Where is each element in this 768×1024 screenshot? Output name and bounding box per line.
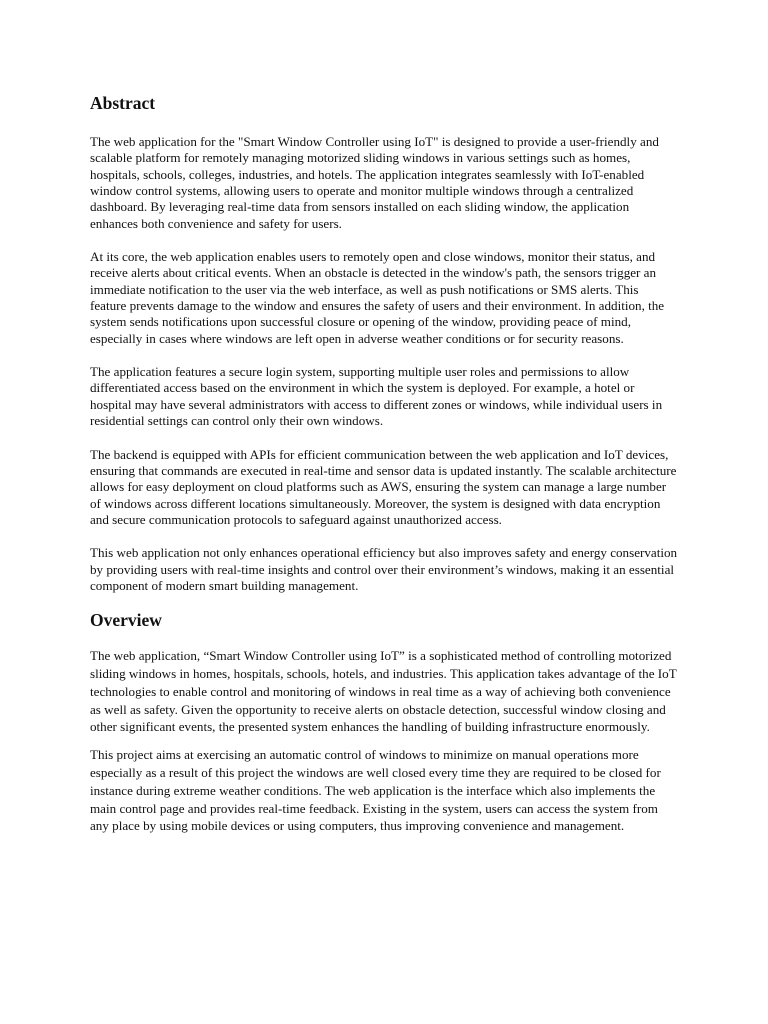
- overview-paragraph-1: The web application, “Smart Window Controller using IoT” is a sophisticated method of controlling motorized sliding windows in homes, hospitals, schools, hotels, and industries. This application takes advantage of the IoT technologies to enable control and monitoring of windows in real time as a way of achieving both convenience as well as safety. Given the opportunity to receive alerts on obstacle detection, successful window closing and other significant events, the presented system enhances the handling of building infrastructure enormously.: [90, 648, 677, 735]
- overview-heading: Overview: [90, 610, 162, 631]
- abstract-paragraph-3: The application features a secure login system, supporting multiple user roles and permissions to allow differentiated access based on the environment in which the system is deployed. For example, a hotel or hospital may have several administrators with access to different zones or windows, while individual users in residential settings can control only their own windows.: [90, 364, 663, 429]
- document-page: [90, 88, 678, 835]
- overview-paragraph-2: This project aims at exercising an automatic control of windows to minimize on manual operations more especially as a result of this project the windows are well closed every time they are required to be closed for instance during extreme weather conditions. The web application is the interface which also implements the main control page and provides real-time feedback. Existing in the system, users can access the system from any place by using mobile devices or using computers, thus improving convenience and management.: [90, 747, 661, 834]
- abstract-paragraph-2: At its core, the web application enables users to remotely open and close windows, monitor their status, and receive alerts about critical events. When an obstacle is detected in the window's path, the sensors trigger an immediate notification to the user via the web interface, as well as push notifications or SMS alerts. This feature prevents damage to the window and ensures the safety of users and their environment. In addition, the system sends notifications upon successful closure or opening of the window, providing peace of mind, especially in cases where windows are left open in adverse weather conditions or for security reasons.: [90, 249, 665, 346]
- abstract-heading: Abstract: [90, 93, 156, 113]
- abstract-paragraph-4: The backend is equipped with APIs for efficient communication between the web application and IoT devices, ensuring that commands are executed in real-time and sensor data is updated instantly. The scalable architecture allows for easy deployment on cloud platforms such as AWS, ensuring the system can manage a large number of windows across different locations simultaneously. Moreover, the system is designed with data encryption and secure communication protocols to safeguard against unauthorized access.: [90, 446, 677, 527]
- abstract-paragraph-1: The web application for the "Smart Window Controller using IoT" is designed to provide a user-friendly and scalable platform for remotely managing motorized sliding windows in various settings such as homes, hospitals, schools, colleges, industries, and hotels. The application integrates seamlessly with IoT-enabled window control systems, allowing users to operate and monitor multiple windows through a centralized dashboard. By leveraging real-time data from sensors installed on each sliding window, the application enhances both convenience and safety for users.: [90, 134, 659, 231]
- abstract-paragraph-5: This web application not only enhances operational efficiency but also improves safety and energy conservation by providing users with real-time insights and control over their environment’s windows, making it an essential component of modern smart building management.: [90, 545, 678, 593]
